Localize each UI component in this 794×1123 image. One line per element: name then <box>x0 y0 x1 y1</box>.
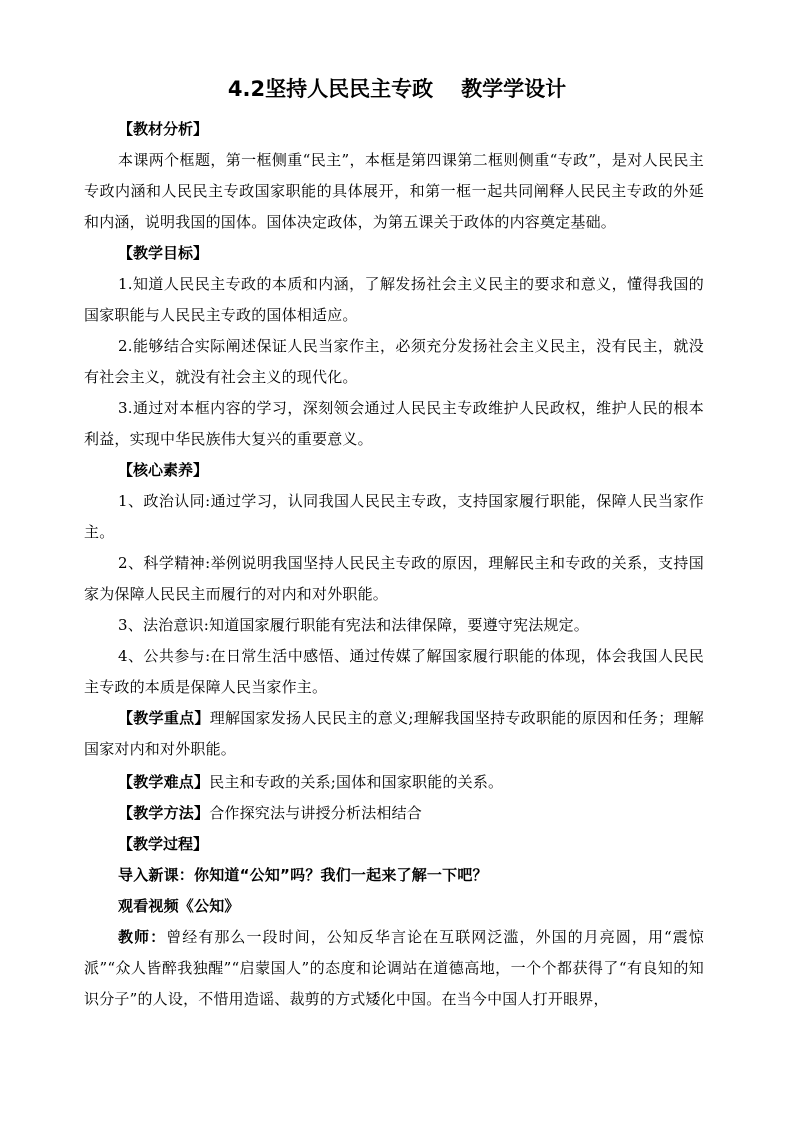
key-points-text: 理解国家发扬人民民主的意义;理解我国坚持专政职能的原因和任务；理解国家对内和对外职能。 <box>84 709 704 758</box>
title-main: 4.2坚持人民民主专政 <box>227 77 434 101</box>
section-heading-core: 【核心素养】 <box>118 461 209 479</box>
document-body <box>84 114 704 1015</box>
teacher-text: 曾经有那么一段时间，公知反华言论在互联网泛滥，外国的月亮圆，用“震惊派”“众人皆醉我独醒”“启蒙国人”的态度和论调站在道德高地，一个个都获得了“有良知的知识分子”的人设，不惜用造谣、裁剪的方式矮化中国。在当今中国人打开眼界， <box>84 928 704 1008</box>
goal-item: 3.通过对本框内容的学习，深刻领会通过人民民主专政维护人民政权，维护人民的根本利益，实现中华民族伟大复兴的重要意义。 <box>84 399 704 448</box>
goal-item: 1.知道人民民主专政的本质和内涵，了解发扬社会主义民主的要求和意义，懂得我国的国家职能与人民民主专政的国体相适应。 <box>84 275 704 324</box>
difficulty-paragraph <box>84 767 704 798</box>
core-item: 1、政治认同:通过学习，认同我国人民民主专政，支持国家履行职能，保障人民当家作主。 <box>84 492 704 541</box>
teacher-paragraph <box>84 922 704 1015</box>
section-heading-process: 【教学过程】 <box>118 835 209 853</box>
method-label: 【教学方法】 <box>118 804 210 822</box>
method-text: 合作探究法与讲授分析法相结合 <box>209 804 423 822</box>
key-points-paragraph <box>84 703 704 765</box>
key-points-label: 【教学重点】 <box>118 709 210 727</box>
core-item: 3、法治意识:知道国家履行职能有宪法和法律保障，要遵守宪法规定。 <box>118 616 590 634</box>
difficulty-text: 民主和专政的关系;国体和国家职能的关系。 <box>209 773 504 791</box>
textbook-analysis-paragraph: 本课两个框题，第一框侧重“民主”，本框是第四课第二框则侧重“专政”，是对人民民主专政内涵和人民民主专政国家职能的具体展开，和第一框一起共同阐释人民民主专政的外延和内涵，说明我国的国体。国体决定政体，为第五课关于政体的内容奠定基础。 <box>84 151 704 231</box>
core-item: 4、公共参与:在日常生活中感悟、通过传媒了解国家履行职能的体现，体会我国人民民主专政的本质是保障人民当家作主。 <box>84 647 704 696</box>
method-paragraph <box>84 798 704 829</box>
section-heading-goals: 【教学目标】 <box>118 244 209 262</box>
title-sub: 教学学设计 <box>461 77 567 101</box>
intro-paragraph: 导入新课：你知道“公知”吗？我们一起来了解一下吧？ <box>118 866 488 884</box>
video-paragraph: 观看视频《公知》 <box>118 897 240 915</box>
goal-item: 2.能够结合实际阐述保证人民当家作主，必须充分发扬社会主义民主，没有民主，就没有社会主义，就没有社会主义的现代化。 <box>84 337 704 386</box>
document-title <box>0 74 794 104</box>
section-heading-textbook: 【教材分析】 <box>118 120 209 138</box>
core-item: 2、科学精神:举例说明我国坚持人民民主专政的原因，理解民主和专政的关系，支持国家为保障人民民主而履行的对内和对外职能。 <box>84 554 704 603</box>
teacher-label: 教师： <box>118 928 167 946</box>
difficulty-label: 【教学难点】 <box>118 773 210 791</box>
